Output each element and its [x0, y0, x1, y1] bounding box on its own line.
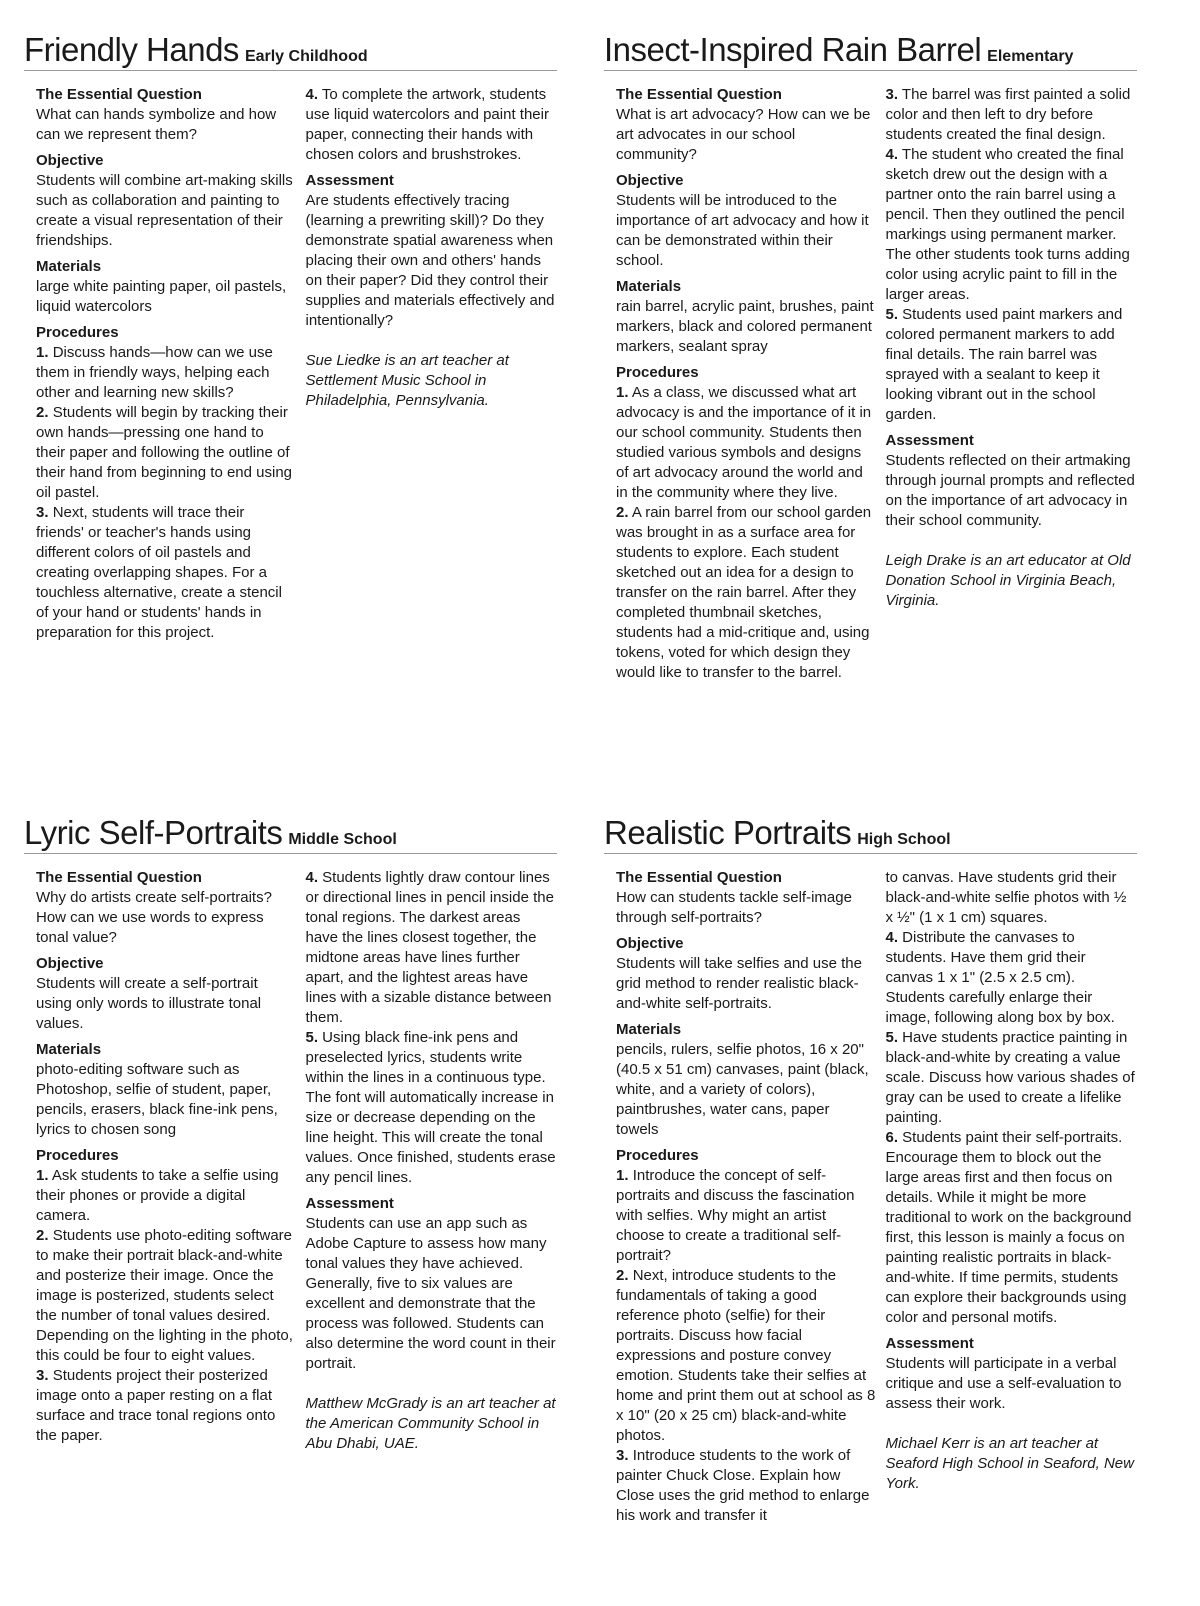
step-text: Students lightly draw contour lines or directional lines in pencil inside the tonal regions. The darkest areas have the lines closest together, the midtone areas have lines further apart, and the lightest areas have lines with a sizable distance between them. [305, 869, 554, 1027]
procedure-step [305, 85, 557, 165]
materials-heading: Materials [36, 258, 102, 276]
step-text: As a class, we discussed what art advocacy is and the importance of it in our school community. Students then studied various symbols and designs of art advocacy around the world and in the community where they live. [616, 384, 872, 502]
essential-question-heading: The Essential Question [616, 86, 782, 104]
procedure-step [36, 1166, 295, 1226]
step-text: A rain barrel from our school garden was brought in as a surface area for students to explore. Each student sketched out an idea for a design to transfer on the rain barrel. After they completed thumbnail sketches, students had a mid-critique and, using tokens, voted for which design they would like to transfer to the barrel. [616, 504, 872, 682]
objective-text: Students will take selfies and use the grid method to render realistic black-and-white self-portraits. [616, 955, 862, 1013]
author-bio: Matthew McGrady is an art teacher at the American Community School in Abu Dhabi, UAE. [305, 1395, 556, 1453]
step-text: Students will begin by tracking their own hands—pressing one hand to their paper and following the outline of their hand from beginning to end using oil pastel. [36, 404, 293, 502]
assessment-text: Students can use an app such as Adobe Capture to assess how many tonal values they have achieved. Generally, five to six values are excellent and demonstrate that the process was followed. Students can also determine the word count in their portrait. [305, 1215, 556, 1373]
step-text: Students used paint markers and colored permanent markers to add final details. The rain barrel was sprayed with a sealant to keep it looking vibrant out in the school garden. [885, 306, 1123, 424]
procedure-step [36, 1226, 295, 1366]
materials-text: photo-editing software such as Photoshop, selfie of student, paper, pencils, erasers, black fine-ink pens, lyrics to chosen song [36, 1061, 278, 1139]
lesson-body [24, 85, 557, 643]
left-column [616, 868, 885, 1526]
grade-level: High School [857, 831, 951, 848]
step-number: 1. [616, 1167, 629, 1185]
materials-text: large white painting paper, oil pastels, liquid watercolors [36, 278, 287, 316]
right-column [885, 85, 1137, 683]
materials-text: rain barrel, acrylic paint, brushes, paint markers, black and colored permanent markers, sealant spray [616, 298, 874, 356]
step-text: To complete the artwork, students use liquid watercolors and paint their paper, connecting their hands with chosen colors and brushstrokes. [305, 86, 549, 164]
essential-question-heading: The Essential Question [616, 869, 782, 887]
assessment-heading: Assessment [305, 172, 394, 190]
lesson-body [604, 868, 1137, 1526]
lesson-title-text: Friendly Hands [24, 31, 239, 68]
essential-question-text: How can students tackle self-image through self-portraits? [616, 889, 852, 927]
materials-heading: Materials [616, 278, 682, 296]
step-number: 3. [36, 504, 49, 522]
assessment-heading: Assessment [305, 1195, 394, 1213]
procedures-heading: Procedures [36, 324, 119, 342]
lesson-body [24, 868, 557, 1454]
step-text: Students use photo-editing software to make their portrait black-and-white and posterize their image. Once the image is posterized, students select the number of tonal values desired. Depending on the lighting in the photo, this could be four to eight values. [36, 1227, 293, 1365]
right-column [305, 85, 557, 643]
step-text: Next, students will trace their friends' or teacher's hands using different colors of oil pastels and creating overlapping shapes. For a touchless alternative, create a stencil of your hand or students' hands in preparation for this project. [36, 504, 282, 642]
procedure-step [36, 503, 295, 643]
left-column [36, 868, 305, 1454]
procedure-step [36, 1366, 295, 1446]
assessment-heading: Assessment [885, 1335, 974, 1353]
lesson-title [604, 32, 1137, 71]
objective-heading: Objective [36, 955, 104, 973]
step-number: 5. [885, 306, 898, 324]
grade-level: Middle School [288, 831, 397, 848]
materials-heading: Materials [616, 1021, 682, 1039]
lesson-body [604, 85, 1137, 683]
essential-question-text: What can hands symbolize and how can we represent them? [36, 106, 277, 144]
step-text: Using black fine-ink pens and preselected lyrics, students write within the lines in a continuous type. The font will automatically increase in size or decrease depending on the line height. This will create the tonal values. Once finished, students erase any pencil lines. [305, 1029, 556, 1187]
procedure-step [305, 868, 557, 1028]
step-text: Discuss hands—how can we use them in friendly ways, helping each other and learning new skills? [36, 344, 273, 402]
author-bio: Sue Liedke is an art teacher at Settlement Music School in Philadelphia, Pennsylvania. [305, 352, 509, 410]
lesson-title-text: Realistic Portraits [604, 814, 852, 851]
procedure-step [616, 1446, 875, 1526]
procedure-step [885, 1028, 1137, 1128]
essential-question-heading: The Essential Question [36, 869, 202, 887]
step-number: 5. [305, 1029, 318, 1047]
lesson-realistic-portraits [604, 815, 1137, 1526]
procedures-heading: Procedures [616, 364, 699, 382]
step-number: 4. [885, 929, 898, 947]
grade-level: Elementary [987, 48, 1074, 65]
procedures-heading: Procedures [616, 1147, 699, 1165]
procedure-step [616, 503, 875, 683]
procedure-step [885, 305, 1137, 425]
lesson-lyric-self-portraits [24, 815, 557, 1454]
step-text: Next, introduce students to the fundamentals of taking a good reference photo (selfie) for their portraits. Discuss how facial expressions and posture convey emotion. Students take their selfies at home and print them out at school as 8 x 10" (20 x 25 cm) black-and-white photos. [616, 1267, 876, 1445]
procedure-step [885, 928, 1137, 1028]
step-number: 5. [885, 1029, 898, 1047]
objective-heading: Objective [36, 152, 104, 170]
right-column [305, 868, 557, 1454]
procedure-step [885, 1128, 1137, 1328]
lesson-title-text: Insect-Inspired Rain Barrel [604, 31, 982, 68]
lesson-rain-barrel [604, 32, 1137, 683]
procedure-step [616, 383, 875, 503]
procedures-heading: Procedures [36, 1147, 119, 1165]
essential-question-heading: The Essential Question [36, 86, 202, 104]
step-number: 2. [616, 504, 629, 522]
step-text: Students project their posterized image onto a paper resting on a flat surface and trace tonal regions onto the paper. [36, 1367, 276, 1445]
step-number: 4. [885, 146, 898, 164]
step-text: The student who created the final sketch drew out the design with a partner onto the rain barrel using a pencil. Then they outlined the pencil markings using permanent marker. The other students took turns adding color using acrylic paint to fill in the larger areas. [885, 146, 1130, 304]
procedure-step-continued [885, 868, 1137, 928]
objective-text: Students will be introduced to the importance of art advocacy and how it can be demonstrated within their school. [616, 192, 869, 270]
objective-heading: Objective [616, 172, 684, 190]
procedure-step [616, 1166, 875, 1266]
step-text: Distribute the canvases to students. Have them grid their canvas 1 x 1" (2.5 x 2.5 cm). Students carefully enlarge their image, following along box by box. [885, 929, 1115, 1027]
objective-heading: Objective [616, 935, 684, 953]
essential-question-text: Why do artists create self-portraits? How can we use words to express tonal value? [36, 889, 272, 947]
step-number: 1. [616, 384, 629, 402]
step-text: Ask students to take a selfie using their phones or provide a digital camera. [36, 1167, 279, 1225]
lesson-title-text: Lyric Self-Portraits [24, 814, 283, 851]
procedure-step [885, 85, 1137, 145]
step-number: 1. [36, 1167, 49, 1185]
step-number: 4. [305, 869, 318, 887]
step-number: 2. [36, 404, 49, 422]
lesson-title [604, 815, 1137, 854]
step-number: 3. [616, 1447, 629, 1465]
materials-text: pencils, rulers, selfie photos, 16 x 20" (40.5 x 51 cm) canvases, paint (black, white, and a variety of colors), paintbrushes, water cans, paper towels [616, 1041, 869, 1139]
step-number: 2. [616, 1267, 629, 1285]
essential-question-text: What is art advocacy? How can we be art advocates in our school community? [616, 106, 871, 164]
procedure-step [616, 1266, 875, 1446]
step-text: to canvas. Have students grid their black-and-white selfie photos with ½ x ½" (1 x 1 cm) squares. [885, 869, 1127, 927]
procedure-step [36, 343, 295, 403]
assessment-text: Students will participate in a verbal critique and use a self-evaluation to assess their work. [885, 1355, 1122, 1413]
procedure-step [885, 145, 1137, 305]
author-bio: Michael Kerr is an art teacher at Seaford High School in Seaford, New York. [885, 1435, 1134, 1493]
lesson-title [24, 815, 557, 854]
step-number: 1. [36, 344, 49, 362]
step-text: The barrel was first painted a solid color and then left to dry before students created the final design. [885, 86, 1131, 144]
step-number: 2. [36, 1227, 49, 1245]
step-text: Introduce students to the work of painter Chuck Close. Explain how Close uses the grid method to enlarge his work and transfer it [616, 1447, 870, 1525]
step-number: 3. [36, 1367, 49, 1385]
left-column [616, 85, 885, 683]
step-number: 4. [305, 86, 318, 104]
step-number: 6. [885, 1129, 898, 1147]
left-column [36, 85, 305, 643]
step-text: Students paint their self-portraits. Encourage them to block out the large areas first and then focus on details. While it might be more traditional to work on the background first, this lesson is mainly a focus on painting realistic portraits in black-and-white. If time permits, students can explore their backgrounds using color and personal motifs. [885, 1129, 1132, 1327]
step-text: Have students practice painting in black-and-white by creating a value scale. Discuss how various shades of gray can be used to create a lifelike painting. [885, 1029, 1135, 1127]
assessment-text: Students reflected on their artmaking through journal prompts and reflected on the importance of art advocacy in their school community. [885, 452, 1135, 530]
right-column [885, 868, 1137, 1526]
author-bio: Leigh Drake is an art educator at Old Donation School in Virginia Beach, Virginia. [885, 552, 1131, 610]
step-text: Introduce the concept of self-portraits and discuss the fascination with selfies. Why might an artist choose to create a traditional self-portrait? [616, 1167, 855, 1265]
lesson-friendly-hands [24, 32, 557, 643]
objective-text: Students will combine art-making skills such as collaboration and painting to create a visual representation of their friendships. [36, 172, 293, 250]
assessment-heading: Assessment [885, 432, 974, 450]
objective-text: Students will create a self-portrait using only words to illustrate tonal values. [36, 975, 262, 1033]
lesson-title [24, 32, 557, 71]
grade-level: Early Childhood [244, 48, 368, 65]
procedure-step [305, 1028, 557, 1188]
procedure-step [36, 403, 295, 503]
assessment-text: Are students effectively tracing (learning a prewriting skill)? Do they demonstrate spatial awareness when placing their own and others' hands on their paper? Did they control their supplies and materials effectively and intentionally? [305, 192, 555, 330]
materials-heading: Materials [36, 1041, 102, 1059]
step-number: 3. [885, 86, 898, 104]
